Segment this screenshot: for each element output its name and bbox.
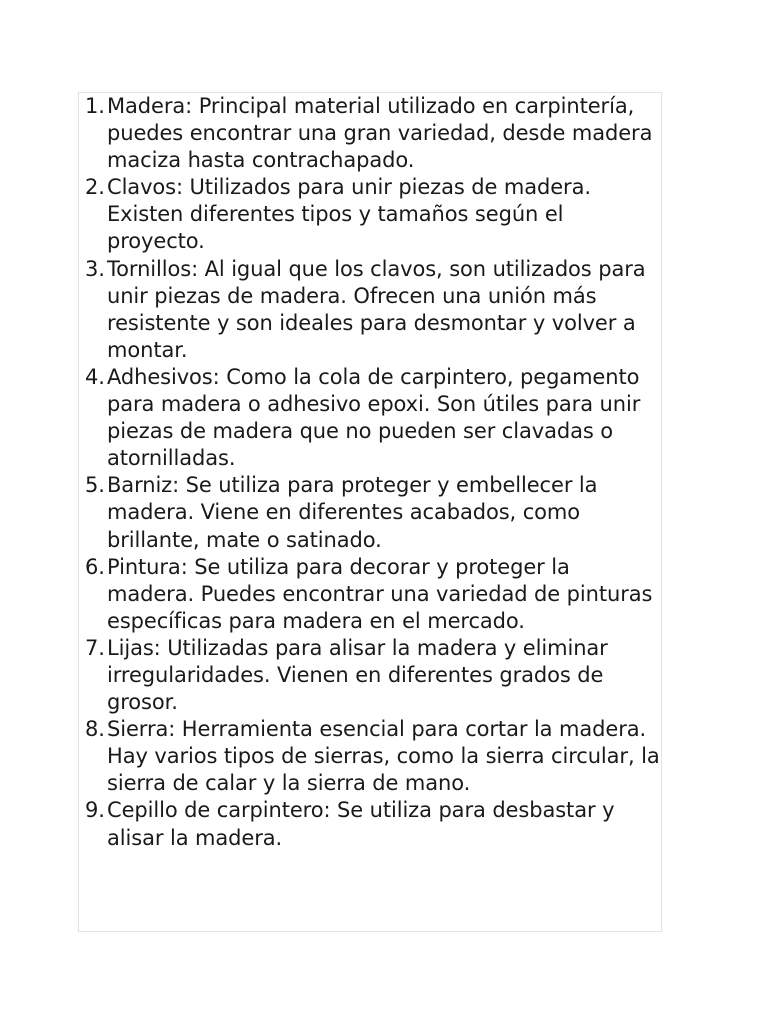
list-item-number: 8.	[85, 717, 105, 742]
list-item-number: 6.	[85, 554, 105, 579]
list-item-number: 4.	[85, 364, 105, 389]
list-item-number: 2.	[85, 175, 105, 200]
list-item-adhesivos	[85, 364, 661, 472]
list-item-pintura	[85, 554, 661, 635]
list-item-number: 5.	[85, 473, 105, 498]
list-item-tornillos	[85, 256, 661, 364]
list-item-number: 3.	[85, 256, 105, 281]
list-item-number: 9.	[85, 798, 105, 823]
list-item-clavos	[85, 174, 661, 255]
list-item-text: Tornillos: Al igual que los clavos, son utilizados para unir piezas de madera. Ofrecen una unión más resistente y son ideales para desmontar y volver a montar.	[107, 256, 646, 362]
list-item-text: Barniz: Se utiliza para proteger y embellecer la madera. Viene en diferentes acabados, como brillante, mate o satinado.	[107, 473, 598, 552]
materials-list	[85, 93, 661, 852]
list-item-text: Adhesivos: Como la cola de carpintero, pegamento para madera o adhesivo epoxi. Son útiles para unir piezas de madera que no pueden ser clavadas o atornilladas.	[107, 364, 641, 471]
list-item-text: Lijas: Utilizadas para alisar la madera y eliminar irregularidades. Vienen en diferentes grados de grosor.	[107, 635, 608, 715]
list-item-text: Madera: Principal material utilizado en carpintería, puedes encontrar una gran variedad, desde madera maciza hasta contrachapado.	[107, 94, 653, 173]
list-item-number: 7.	[85, 635, 105, 660]
list-item-madera	[85, 93, 661, 174]
list-item-text: Clavos: Utilizados para unir piezas de madera. Existen diferentes tipos y tamaños según el proyecto.	[107, 175, 591, 254]
list-item-text: Cepillo de carpintero: Se utiliza para desbastar y alisar la madera.	[107, 798, 615, 850]
list-item-text: Pintura: Se utiliza para decorar y proteger la madera. Puedes encontrar una variedad de pinturas específicas para madera en el mercado.	[107, 554, 653, 633]
document-page	[78, 92, 662, 932]
list-item-sierra	[85, 716, 661, 797]
list-item-lijas	[85, 635, 661, 716]
list-item-barniz	[85, 472, 661, 553]
list-item-text: Sierra: Herramienta esencial para cortar la madera. Hay varios tipos de sierras, como la sierra circular, la sierra de calar y la sierra de mano.	[107, 717, 660, 796]
list-item-number: 1.	[85, 94, 105, 118]
list-item-cepillo	[85, 797, 661, 851]
